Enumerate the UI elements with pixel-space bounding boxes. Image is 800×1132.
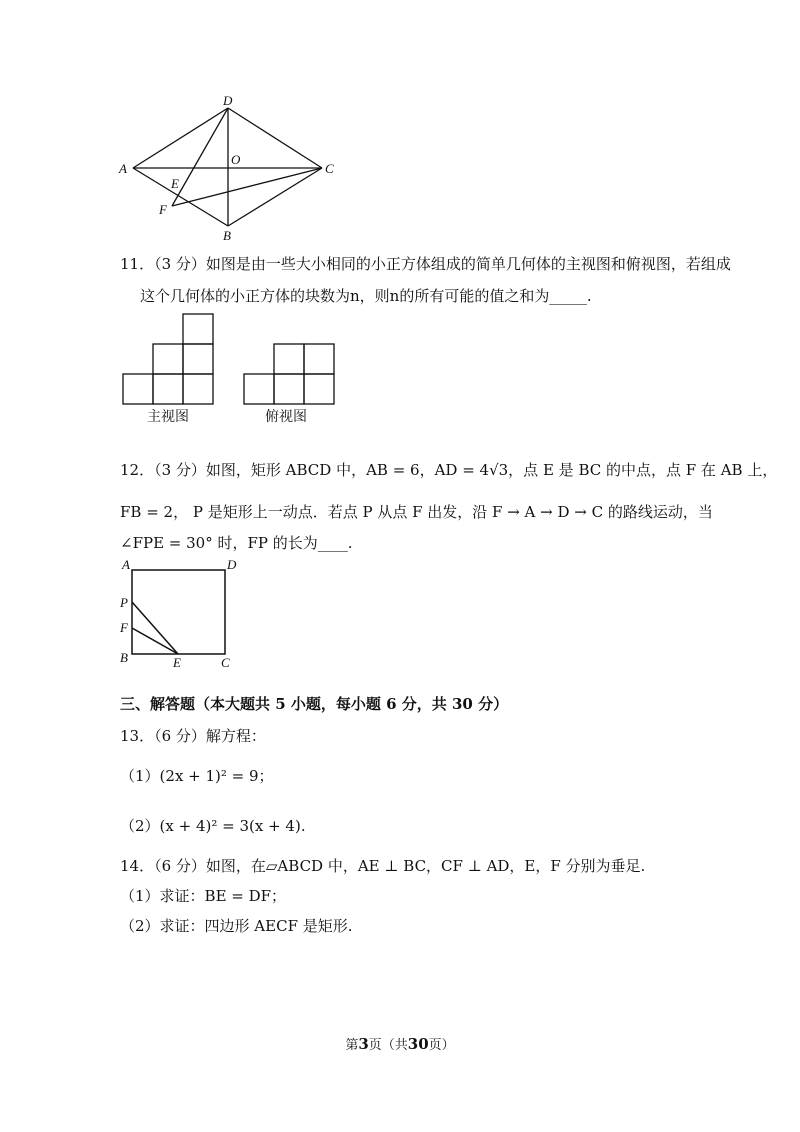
q13-stem: 13．（6 分）解方程： [120, 727, 266, 745]
q12-rectangle [132, 570, 225, 654]
q10-line-BA [133, 168, 228, 226]
q10-line-CB [228, 168, 322, 226]
q10-label-D: D [223, 93, 233, 108]
footer-page-number: 3 [358, 1035, 369, 1053]
q12-line2: FB = 2， P 是矩形上一动点．若点 P 从点 F 出发，沿 F → A → D → C 的路线运动，当 [120, 503, 713, 521]
q12-figure [115, 556, 245, 670]
q10-label-O: O [231, 152, 241, 167]
q12-label-F: F [120, 620, 128, 635]
top-view-grid [244, 344, 334, 404]
q14-part1: （1）求证：BE = DF； [120, 887, 287, 905]
q14-stem: 14．（6 分）如图，在▱ABCD 中，AE ⊥ BC，CF ⊥ AD，E，F 分别为垂足. [120, 857, 646, 875]
q10-line-FC [172, 168, 322, 206]
q10-line-AD [133, 108, 228, 168]
top-view-caption: 俯视图 [265, 409, 307, 425]
q12-line-FE [132, 628, 178, 654]
q10-line-DF [172, 108, 228, 206]
footer-middle: 页（共 [368, 1038, 408, 1053]
q12-label-C: C [221, 655, 230, 670]
q11-line2: 这个几何体的小正方体的块数为n，则n的所有可能的值之和为_____. [140, 287, 592, 305]
q11-line1: 11．（3 分）如图是由一些大小相同的小正方体组成的简单几何体的主视图和俯视图，若组成 [120, 255, 731, 273]
q10-label-F: F [159, 202, 167, 217]
footer-total-pages: 30 [407, 1035, 429, 1053]
q12-line1: 12．（3 分）如图，矩形 ABCD 中，AB = 6，AD = 4√3，点 E 是 BC 的中点，点 F 在 AB 上， [120, 461, 778, 479]
q12-line3: ∠FPE = 30° 时，FP 的长为____. [120, 534, 353, 552]
q10-label-A: A [119, 161, 127, 176]
q10-figure [115, 92, 345, 244]
q12-label-B: B [120, 650, 128, 665]
q10-line-DC [228, 108, 322, 168]
footer-suffix: 页） [428, 1038, 455, 1053]
q10-label-C: C [325, 161, 334, 176]
page-footer [0, 1034, 800, 1053]
q12-line-PE [132, 602, 178, 654]
footer-prefix: 第 [345, 1038, 359, 1053]
front-view-caption: 主视图 [147, 409, 189, 425]
q12-label-E: E [173, 655, 181, 670]
q12-label-A: A [122, 557, 130, 572]
q13-part1: （1）(2x + 1)² = 9； [120, 767, 274, 785]
q13-part2: （2）(x + 4)² = 3(x + 4). [120, 817, 306, 835]
q11-figure [118, 312, 348, 428]
q10-label-E: E [171, 176, 179, 191]
q12-label-D: D [227, 557, 237, 572]
q14-part2: （2）求证：四边形 AECF 是矩形. [120, 917, 353, 935]
front-view-grid [123, 314, 213, 404]
q12-label-P: P [120, 595, 128, 610]
q10-label-B: B [223, 228, 231, 243]
section-3-heading: 三、解答题（本大题共 5 小题，每小题 6 分，共 30 分） [120, 695, 509, 713]
